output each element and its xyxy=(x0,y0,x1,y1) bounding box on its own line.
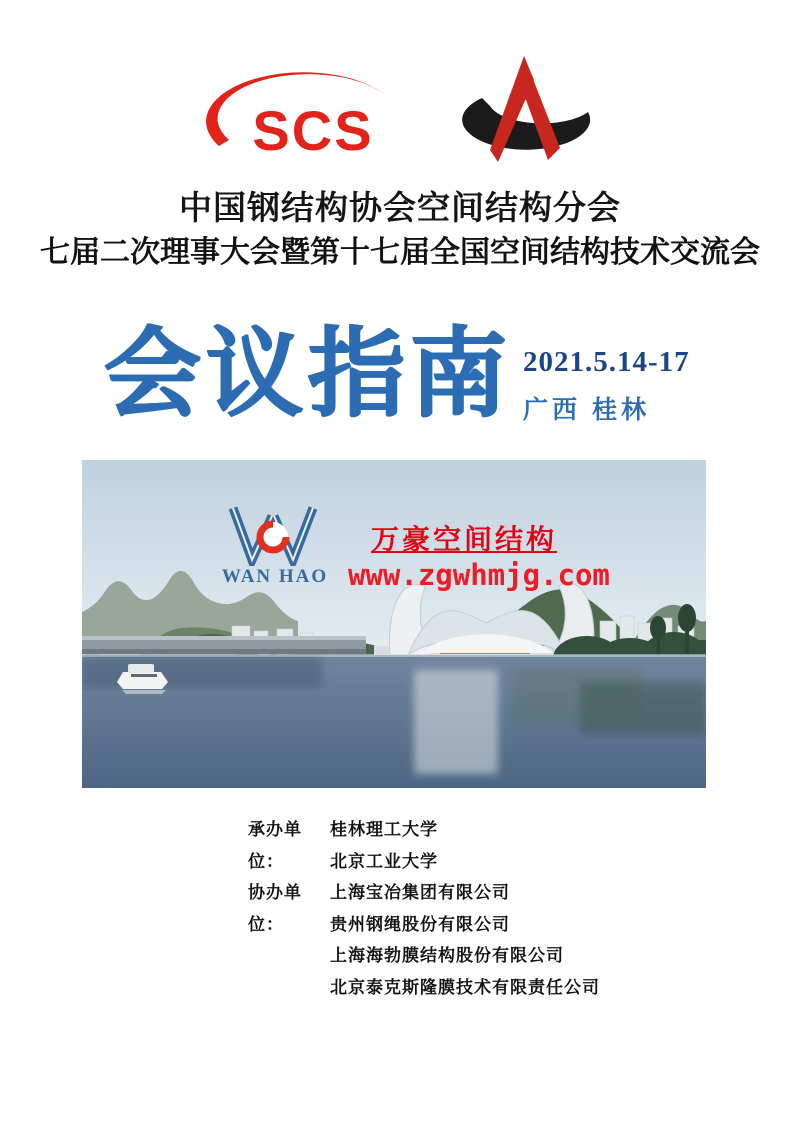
page-title: 中国钢结构协会空间结构分会 xyxy=(179,189,621,226)
wanhao-logo xyxy=(227,504,319,566)
organizer-row xyxy=(248,846,728,878)
scs-logo xyxy=(205,62,397,158)
organizer-value: 桂林理工大学 xyxy=(330,820,438,839)
event-location: 广西 桂林 xyxy=(523,396,650,424)
building-reflection xyxy=(414,670,498,774)
association-swoosh-icon xyxy=(462,98,590,150)
organizer-row xyxy=(248,909,728,941)
organizer-label xyxy=(248,909,330,941)
organizer-value: 北京泰克斯隆膜技术有限责任公司 xyxy=(330,977,600,997)
guide-title: 会议指南 xyxy=(104,319,512,428)
organizer-value: 上海海勃膜结构股份有限公司 xyxy=(330,946,564,965)
photo-scene xyxy=(82,460,706,788)
organizer-row xyxy=(248,940,728,972)
page-subtitle: 七届二次理事大会暨第十七届全国空间结构技术交流会 xyxy=(40,236,760,269)
organizer-label: 承办单位： xyxy=(248,820,302,871)
trees-reflection xyxy=(580,682,706,734)
association-logo xyxy=(452,54,592,166)
organizer-label: 协办单位： xyxy=(248,883,302,934)
organizer-value: 北京工业大学 xyxy=(330,851,438,871)
wanhao-logo-text: WAN HAO xyxy=(221,566,329,587)
organizer-row xyxy=(248,972,728,1004)
organizer-label xyxy=(248,846,330,878)
watermark-company: 万豪空间结构 xyxy=(371,525,558,556)
waterline xyxy=(82,654,706,657)
organizers-section xyxy=(248,814,728,1003)
cover-photo xyxy=(82,460,706,788)
organizer-value: 贵州钢绳股份有限公司 xyxy=(330,914,510,934)
scs-logo-text: SCS xyxy=(252,99,374,158)
bridge-reflection xyxy=(82,658,322,688)
organizer-label xyxy=(248,972,330,1004)
organizer-value: 上海宝冶集团有限公司 xyxy=(330,883,510,902)
watermark-url: www.zgwhmjg.com xyxy=(348,558,610,592)
organizer-label xyxy=(248,940,330,972)
event-date: 2021.5.14-17 xyxy=(523,346,690,378)
